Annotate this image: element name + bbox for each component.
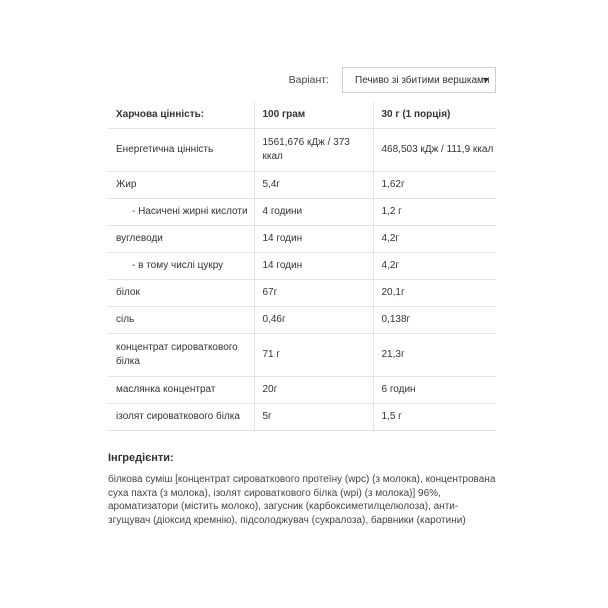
table-row	[108, 199, 496, 226]
variant-row	[0, 66, 496, 94]
nutrient-name: ізолят сироваткового білка	[108, 404, 254, 431]
table-header-row	[108, 102, 496, 129]
nutrient-per-serving: 6 годин	[373, 377, 496, 404]
header-per-serving: 30 г (1 порція)	[373, 102, 496, 129]
nutrient-per-serving: 1,5 г	[373, 404, 496, 431]
variant-select[interactable]	[342, 67, 496, 93]
nutrient-name: - Насичені жирні кислоти	[108, 199, 254, 226]
nutrient-name: Жир	[108, 172, 254, 199]
ingredients-section	[108, 452, 500, 527]
table-row	[108, 172, 496, 199]
table-row	[108, 307, 496, 334]
table-row	[108, 334, 496, 377]
nutrient-per-serving: 0,138г	[373, 307, 496, 334]
table-row	[108, 129, 496, 172]
nutrient-per-serving: 20,1г	[373, 280, 496, 307]
table-row	[108, 226, 496, 253]
nutrient-per100: 67г	[254, 280, 373, 307]
table-row	[108, 404, 496, 431]
nutrient-per100: 5,4г	[254, 172, 373, 199]
ingredients-title: Інгредієнти:	[108, 452, 174, 464]
nutrient-per100: 14 годин	[254, 253, 373, 280]
nutrient-per-serving: 1,2 г	[373, 199, 496, 226]
nutrient-name: вуглеводи	[108, 226, 254, 253]
caret-down-icon	[483, 78, 489, 82]
nutrient-per-serving: 468,503 кДж / 111,9 ккал	[373, 129, 496, 172]
header-nutrition-value: Харчова цінність:	[108, 102, 254, 129]
table-row	[108, 377, 496, 404]
nutrient-per100: 71 г	[254, 334, 373, 377]
nutrient-name: білок	[108, 280, 254, 307]
nutrient-per100: 4 години	[254, 199, 373, 226]
nutrient-per100: 20г	[254, 377, 373, 404]
nutrient-per100: 0,46г	[254, 307, 373, 334]
nutrient-name: - в тому числі цукру	[108, 253, 254, 280]
variant-select-value: Печиво зі збитими вершками	[355, 74, 490, 86]
nutrient-per100: 14 годин	[254, 226, 373, 253]
nutrient-per-serving: 4,2г	[373, 226, 496, 253]
table-row	[108, 280, 496, 307]
nutrient-name: Енергетична цінність	[108, 129, 254, 172]
variant-label: Варіант:	[288, 74, 329, 86]
table-row	[108, 253, 496, 280]
nutrient-per-serving: 4,2г	[373, 253, 496, 280]
nutrient-per-serving: 1,62г	[373, 172, 496, 199]
nutrient-per100: 5г	[254, 404, 373, 431]
nutrient-per-serving: 21,3г	[373, 334, 496, 377]
nutrient-name: маслянка концентрат	[108, 377, 254, 404]
nutrition-table	[108, 102, 496, 431]
header-per-100g: 100 грам	[254, 102, 373, 129]
ingredients-text: білкова суміш [концентрат сироваткового протеїну (wpc) (з молока), концентрована суха пахта (з молока), ізолят сироваткового білка (wpi) (з молока)] 96%, ароматизатори (містить молоко), загусник (карбоксиметилцелюлоза), анти- згущувач (діоксид кремнію), підсолоджувач (сукралоза), барвники (каротини)	[108, 474, 496, 526]
nutrient-name: концентрат сироваткового білка	[108, 334, 254, 377]
nutrient-name: сіль	[108, 307, 254, 334]
nutrient-per100: 1561,676 кДж / 373 ккал	[254, 129, 373, 172]
